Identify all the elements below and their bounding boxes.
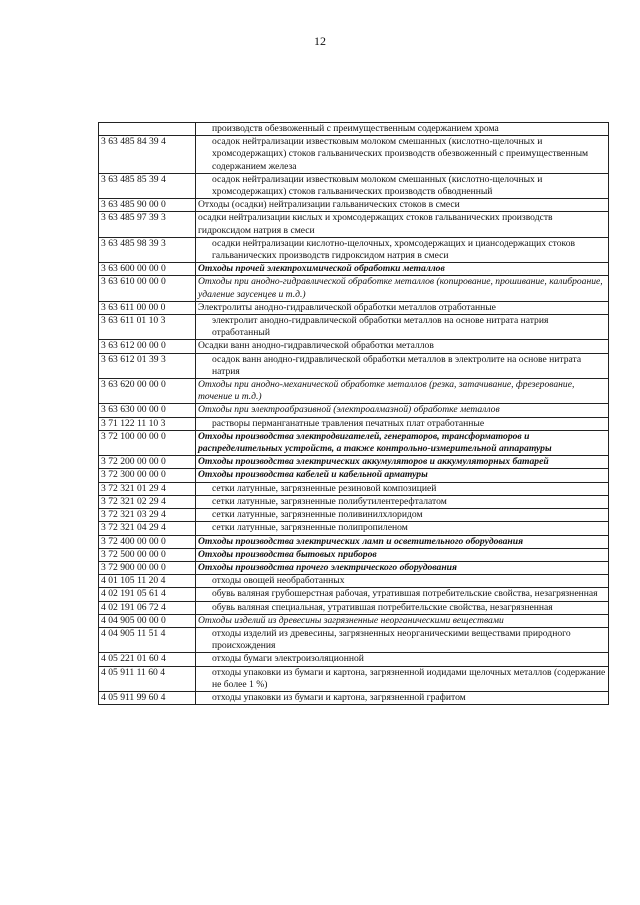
waste-code-cell: 3 63 485 84 39 4 — [99, 136, 196, 174]
waste-code-cell: 4 01 105 11 20 4 — [99, 575, 196, 588]
table-row — [99, 379, 609, 404]
table-row — [99, 173, 609, 198]
table-row — [99, 263, 609, 276]
waste-name-cell: Отходы изделий из древесины загрязненные неорганическими веществами — [196, 614, 609, 627]
table-row — [99, 601, 609, 614]
table-row — [99, 417, 609, 430]
waste-name-cell: обувь валяная грубошерстная рабочая, утратившая потребительские свойства, незагрязненная — [196, 588, 609, 601]
waste-name-cell: Отходы производства электрических ламп и осветительного оборудования — [196, 535, 609, 548]
waste-code-cell: 3 63 612 00 00 0 — [99, 340, 196, 353]
waste-name-cell: отходы упаковки из бумаги и картона, загрязненной графитом — [196, 691, 609, 704]
waste-classification-table — [98, 122, 609, 705]
table-body — [99, 123, 609, 705]
waste-code-cell: 4 04 905 00 00 0 — [99, 614, 196, 627]
table-row — [99, 340, 609, 353]
waste-code-cell: 3 63 610 00 00 0 — [99, 276, 196, 301]
waste-code-cell: 3 63 485 85 39 4 — [99, 173, 196, 198]
table-row — [99, 136, 609, 174]
table-row — [99, 653, 609, 666]
waste-code-cell: 4 05 911 11 60 4 — [99, 666, 196, 691]
waste-name-cell: растворы перманганатные травления печатных плат отработанные — [196, 417, 609, 430]
waste-name-cell: Отходы (осадки) нейтрализации гальванических стоков в смеси — [196, 199, 609, 212]
waste-name-cell: отходы бумаги электроизоляционной — [196, 653, 609, 666]
table-row — [99, 469, 609, 482]
waste-code-cell: 3 72 400 00 00 0 — [99, 535, 196, 548]
table-row — [99, 561, 609, 574]
waste-name-cell: Отходы при анодно-гидравлической обработке металлов (копирование, прошивание, калиброание, удаление заусенцев и т.д.) — [196, 276, 609, 301]
waste-name-cell: отходы изделий из древесины, загрязненных неорганическими веществами природного происхождения — [196, 627, 609, 652]
waste-code-cell: 3 63 611 00 00 0 — [99, 301, 196, 314]
waste-code-cell: 3 71 122 11 10 3 — [99, 417, 196, 430]
waste-code-cell: 4 05 911 99 60 4 — [99, 691, 196, 704]
waste-name-cell: Отходы при электроабразивной (электроалмазной) обработке металлов — [196, 404, 609, 417]
waste-code-cell: 3 63 611 01 10 3 — [99, 315, 196, 340]
table-row — [99, 614, 609, 627]
waste-code-cell: 3 63 485 98 39 3 — [99, 237, 196, 262]
waste-code-cell — [99, 123, 196, 136]
table-row — [99, 212, 609, 237]
waste-name-cell: Отходы прочей электрохимической обработки металлов — [196, 263, 609, 276]
waste-name-cell: отходы овощей необработанных — [196, 575, 609, 588]
waste-name-cell: сетки латунные, загрязненные поливинилхлоридом — [196, 509, 609, 522]
waste-code-cell: 3 72 100 00 00 0 — [99, 430, 196, 455]
table-row — [99, 199, 609, 212]
table-row — [99, 237, 609, 262]
waste-name-cell: осадок нейтрализации известковым молоком смешанных (кислотно-щелочных и хромсодержащих) стоков гальванических производств обводненный — [196, 173, 609, 198]
waste-code-cell: 3 72 200 00 00 0 — [99, 456, 196, 469]
table-row — [99, 588, 609, 601]
waste-name-cell: сетки латунные, загрязненные полибутилентерефталатом — [196, 495, 609, 508]
page-number: 12 — [314, 34, 326, 48]
waste-code-cell: 3 72 500 00 00 0 — [99, 548, 196, 561]
waste-name-cell: Отходы производства кабелей и кабельной арматуры — [196, 469, 609, 482]
table-row — [99, 430, 609, 455]
waste-code-cell: 3 63 612 01 39 3 — [99, 353, 196, 378]
table-row — [99, 535, 609, 548]
table-row — [99, 548, 609, 561]
table-row — [99, 691, 609, 704]
table-row — [99, 482, 609, 495]
table-row — [99, 456, 609, 469]
table-row — [99, 495, 609, 508]
waste-code-cell: 3 63 600 00 00 0 — [99, 263, 196, 276]
waste-code-cell: 4 04 905 11 51 4 — [99, 627, 196, 652]
waste-name-cell: Электролиты анодно-гидравлической обработки металлов отработанные — [196, 301, 609, 314]
table-row — [99, 353, 609, 378]
table-row — [99, 666, 609, 691]
table-row — [99, 276, 609, 301]
waste-name-cell: обувь валяная специальная, утратившая потребительские свойства, незагрязненная — [196, 601, 609, 614]
waste-code-cell: 4 02 191 05 61 4 — [99, 588, 196, 601]
waste-name-cell: осадок нейтрализации известковым молоком смешанных (кислотно-щелочных и хромсодержащих) стоков гальванических производств обезвоженный с преимущественным содержанием железа — [196, 136, 609, 174]
table-row — [99, 575, 609, 588]
waste-name-cell: Осадки ванн анодно-гидравлической обработки металлов — [196, 340, 609, 353]
waste-code-cell: 3 72 900 00 00 0 — [99, 561, 196, 574]
waste-name-cell: Отходы производства прочего электрического оборудования — [196, 561, 609, 574]
table-row — [99, 522, 609, 535]
waste-name-cell: Отходы при анодно-механической обработке металлов (резка, затачивание, фрезерование, точение и т.д.) — [196, 379, 609, 404]
table-row — [99, 627, 609, 652]
waste-name-cell: отходы упаковки из бумаги и картона, загрязненной иодидами щелочных металлов (содержание не более 1 %) — [196, 666, 609, 691]
waste-name-cell: сетки латунные, загрязненные резиновой композицией — [196, 482, 609, 495]
waste-name-cell: Отходы производства электрических аккумуляторов и аккумуляторных батарей — [196, 456, 609, 469]
waste-code-cell: 3 72 321 01 29 4 — [99, 482, 196, 495]
waste-code-cell: 3 72 321 02 29 4 — [99, 495, 196, 508]
waste-code-cell: 3 72 321 04 29 4 — [99, 522, 196, 535]
waste-code-cell: 4 05 221 01 60 4 — [99, 653, 196, 666]
waste-code-cell: 3 72 321 03 29 4 — [99, 509, 196, 522]
waste-code-cell: 3 63 620 00 00 0 — [99, 379, 196, 404]
table-row — [99, 123, 609, 136]
waste-code-cell: 3 63 485 97 39 3 — [99, 212, 196, 237]
waste-code-cell: 3 63 630 00 00 0 — [99, 404, 196, 417]
waste-name-cell: Отходы производства бытовых приборов — [196, 548, 609, 561]
waste-code-cell: 3 72 300 00 00 0 — [99, 469, 196, 482]
waste-code-cell: 3 63 485 90 00 0 — [99, 199, 196, 212]
table-row — [99, 301, 609, 314]
table-row — [99, 315, 609, 340]
waste-name-cell: Отходы производства электродвигателей, генераторов, трансформаторов и распределительных устройств, а также контрольно-измерительной аппаратуры — [196, 430, 609, 455]
waste-name-cell: производств обезвоженный с преимущественным содержанием хрома — [196, 123, 609, 136]
table-row — [99, 404, 609, 417]
waste-code-cell: 4 02 191 06 72 4 — [99, 601, 196, 614]
waste-name-cell: электролит анодно-гидравлической обработки металлов на основе нитрата натрия отработанный — [196, 315, 609, 340]
waste-name-cell: осадки нейтрализации кислотно-щелочных, хромсодержащих и циансодержащих стоков гальванических производств гидроксидом натрия в смеси — [196, 237, 609, 262]
waste-name-cell: осадок ванн анодно-гидравлической обработки металлов в электролите на основе нитрата натрия — [196, 353, 609, 378]
waste-name-cell: сетки латунные, загрязненные полипропиленом — [196, 522, 609, 535]
waste-name-cell: осадки нейтрализации кислых и хромсодержащих стоков гальванических производств гидроксидом натрия в смеси — [196, 212, 609, 237]
table-row — [99, 509, 609, 522]
